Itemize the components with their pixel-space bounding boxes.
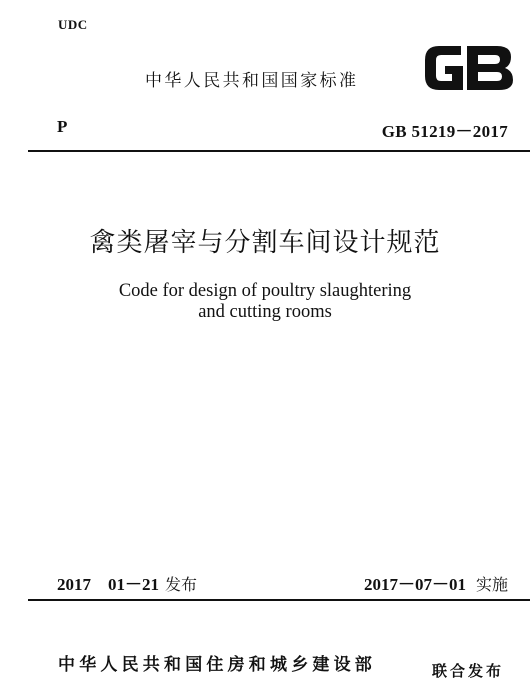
issue-label: 发布 [165, 575, 198, 594]
bottom-divider [28, 599, 530, 601]
title-chinese: 禽类屠宰与分割车间设计规范 [89, 228, 441, 258]
implement-label: 实施 [475, 575, 508, 594]
national-standard-heading: 中华人民共和国国家标准 [145, 71, 359, 91]
udc-label: UDC [58, 17, 88, 32]
issue-date: 2017 01－21 [57, 575, 159, 594]
implement-date-block [364, 570, 508, 595]
title-english-line1: Code for design of poultry slaughtering [118, 281, 412, 301]
standard-number: GB 51219－2017 [381, 122, 508, 141]
top-divider [28, 150, 530, 152]
issue-date-block [57, 570, 197, 595]
gb-logo [421, 40, 517, 96]
joint-publish-label: 联合发布 [432, 662, 505, 680]
classification-code: P [57, 117, 68, 136]
title-english [0, 281, 530, 323]
publisher-ministry: 中华人民共和国住房和城乡建设部 [58, 655, 376, 675]
gb-logo-letter-b [467, 46, 513, 90]
title-english-line2: and cutting rooms [198, 302, 332, 322]
gb-logo-letter-g [425, 46, 463, 90]
implement-date: 2017－07－01 [363, 575, 466, 594]
